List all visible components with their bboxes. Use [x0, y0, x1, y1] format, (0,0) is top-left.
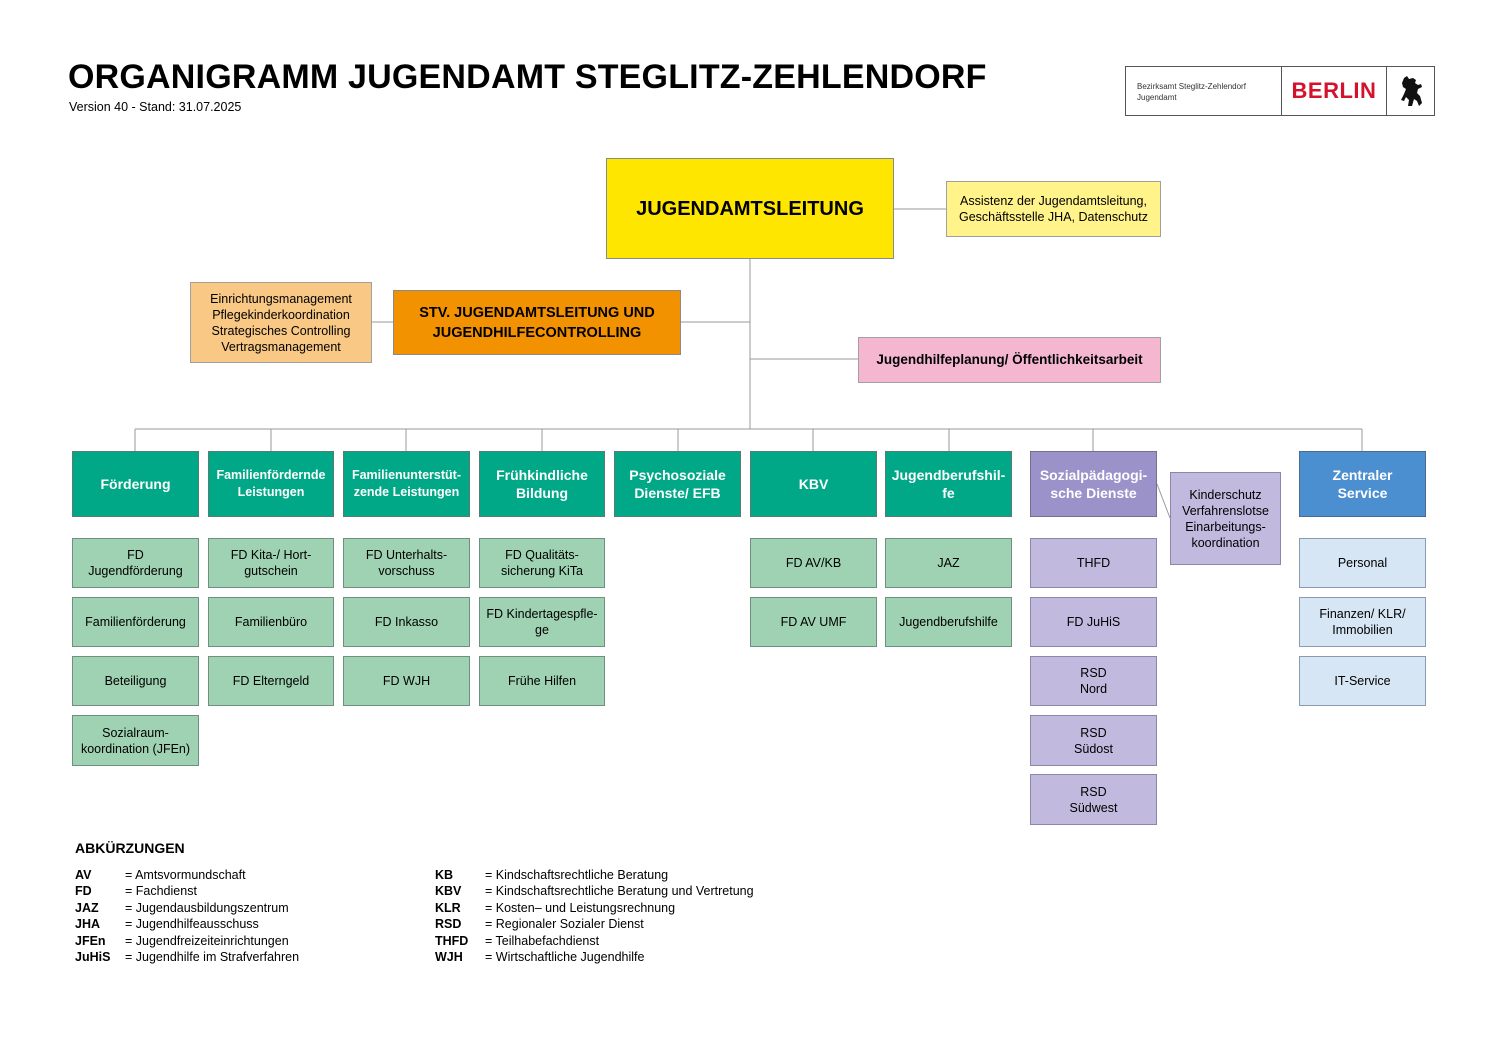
dept-psychosoziale-line1: Psychosoziale [629, 467, 726, 483]
abbreviation-value: = Jugendhilfe im Strafverfahren [125, 950, 300, 965]
abbreviation-value: = Teilhabefachdienst [485, 933, 600, 948]
dept-zentraler-service-line1: Zentraler [1332, 467, 1393, 483]
kinderschutz-line3: Einarbeitungs- [1185, 519, 1266, 534]
dept-zentraler-service [1299, 451, 1426, 517]
unit-line1: Familienbüro [234, 615, 308, 629]
dept-foerderung [72, 451, 199, 517]
abbreviation-key: WJH [435, 950, 463, 965]
unit-thfd [1030, 538, 1157, 588]
unit-line1: RSD [1080, 784, 1107, 799]
unit-line1: FD Elterngeld [232, 674, 310, 688]
dept-jugendberufshilfe-line1: Jugendberufshil- [891, 467, 1006, 483]
unit-line1: IT-Service [1334, 674, 1391, 688]
dept-familienfoerdernde-leistungen [208, 451, 334, 517]
dept-jugendberufshilfe [885, 451, 1012, 517]
dept-sozialpaedagogische-line2: sche Dienste [1050, 485, 1137, 501]
unit-line1: FD WJH [382, 674, 431, 688]
jugendamtsleitung-label: JUGENDAMTSLEITUNG [636, 197, 864, 220]
unit-line2: sicherung KiTa [501, 564, 583, 578]
unit-fd-wjh [343, 656, 470, 706]
dept-kbv [750, 451, 877, 517]
abbreviation-row [435, 933, 754, 949]
abbreviation-key: RSD [435, 917, 462, 932]
einrichtungsmanagement-box [190, 282, 372, 363]
unit-line1: FD Qualitäts- [505, 548, 579, 562]
abbreviation-key: JAZ [75, 900, 99, 915]
unit-line2: Jugendförderung [88, 564, 183, 578]
abbreviations-title: ABKÜRZUNGEN [75, 840, 185, 856]
jugendamtsleitung-box [606, 158, 894, 259]
assistenz-line2: Geschäftsstelle JHA, Datenschutz [959, 210, 1148, 224]
unit-fd-kita-hortgutschein [208, 538, 334, 588]
unit-line1: FD AV UMF [780, 615, 847, 629]
unit-fd-av-kb [750, 538, 877, 588]
page-title: ORGANIGRAMM JUGENDAMT STEGLITZ-ZEHLENDORF [68, 58, 987, 96]
assistenz-box [946, 181, 1161, 237]
abbreviation-row [75, 867, 299, 883]
unit-line2: gutschein [244, 564, 298, 578]
abbreviation-row [75, 949, 299, 965]
logo-berlin-text: BERLIN [1282, 67, 1387, 115]
unit-familienbuero [208, 597, 334, 647]
unit-fd-jugendfoerderung [72, 538, 199, 588]
einrichtung-line3: Strategisches Controlling [211, 323, 351, 338]
unit-line2: Nord [1079, 682, 1108, 696]
abbreviations-left-column [75, 867, 299, 965]
abbreviation-row [435, 867, 754, 883]
stv-line1: STV. JUGENDAMTSLEITUNG UND [419, 304, 655, 321]
dept-sozialpaedagogische-dienste [1030, 451, 1157, 517]
connector-kinderschutz [1157, 484, 1170, 518]
abbreviation-key: JHA [75, 917, 101, 932]
unit-fd-inkasso [343, 597, 470, 647]
dept-kbv-line1: KBV [798, 476, 829, 492]
unit-line2: vorschuss [378, 564, 435, 578]
kinderschutz-box [1170, 472, 1281, 565]
dept-fruehkindliche-bildung [479, 451, 605, 517]
unit-fd-juhis [1030, 597, 1157, 647]
unit-jugendberufshilfe [885, 597, 1012, 647]
abbreviation-value: = Amtsvormundschaft [125, 868, 246, 882]
dept-sozialpaedagogische-line1: Sozialpädagogi- [1039, 467, 1148, 483]
abbreviation-value: = Regionaler Sozialer Dienst [485, 917, 644, 932]
dept-familienunterstuetzende-leistungen [343, 451, 470, 517]
einrichtung-line1: Einrichtungsmanagement [210, 291, 352, 306]
unit-line2: koordination (JFEn) [80, 741, 191, 756]
unit-rsd-suedost [1030, 715, 1157, 766]
unit-line1: Frühe Hilfen [507, 674, 577, 688]
abbreviation-value: = Kosten– und Leistungsrechnung [485, 900, 676, 915]
abbreviation-key: KBV [435, 884, 462, 899]
logo-office-line2: Jugendamt [1137, 93, 1177, 102]
abbreviation-key: THFD [435, 933, 469, 948]
unit-line1: Finanzen/ KLR/ [1319, 607, 1406, 621]
abbreviation-row [75, 883, 299, 899]
unit-line1: JAZ [937, 556, 960, 570]
abbreviation-row [75, 933, 299, 949]
unit-line1: Beteiligung [104, 674, 167, 688]
unit-rsd-suedwest [1030, 774, 1157, 825]
unit-personal [1299, 538, 1426, 588]
stv-leitung-box [393, 290, 681, 355]
assistenz-line1: Assistenz der Jugendamtsleitung, [960, 194, 1147, 208]
einrichtung-line2: Pflegekinderkoordination [212, 307, 350, 322]
abbreviation-row [435, 883, 754, 899]
logo-office-line1: Bezirksamt Steglitz-Zehlendorf [1137, 82, 1246, 91]
jugendhilfeplanung-label: Jugendhilfeplanung/ Öffentlichkeitsarbeit [876, 352, 1143, 367]
unit-line1: Sozialraum- [102, 725, 169, 740]
unit-line1: FD AV/KB [785, 556, 842, 570]
unit-finanzen-klr-immobilien [1299, 597, 1426, 647]
unit-line1: FD Inkasso [374, 615, 439, 629]
kinderschutz-line2: Verfahrenslotse [1182, 503, 1269, 518]
abbreviation-row [435, 916, 754, 932]
unit-fruehe-hilfen [479, 656, 605, 706]
unit-jaz [885, 538, 1012, 588]
abbreviation-key: FD [75, 884, 92, 899]
unit-it-service [1299, 656, 1426, 706]
unit-line1: Familienförderung [85, 615, 186, 629]
dept-zentraler-service-line2: Service [1337, 485, 1388, 501]
dept-jugendberufshilfe-line2: fe [942, 485, 955, 501]
abbreviation-value: = Kindschaftsrechtliche Beratung [485, 868, 669, 882]
einrichtung-line4: Vertragsmanagement [221, 339, 341, 354]
dept-familienfoerdernde-line1: Familienfördernde [216, 468, 326, 482]
unit-rsd-nord [1030, 656, 1157, 706]
dept-familienunterstuetzende-line2: zende Leistungen [353, 485, 460, 499]
unit-sozialraumkoordination [72, 715, 199, 766]
abbreviations-section [75, 840, 754, 965]
abbreviation-value: = Jugendhilfeausschuss [125, 917, 259, 932]
unit-line1: Personal [1337, 556, 1388, 570]
dept-familienfoerdernde-line2: Leistungen [237, 485, 305, 499]
abbreviation-row [75, 916, 299, 932]
version-stamp: Version 40 - Stand: 31.07.2025 [69, 100, 242, 114]
abbreviation-key: JuHiS [75, 950, 111, 965]
dept-psychosoziale-dienste [614, 451, 741, 517]
unit-line2: Südwest [1069, 800, 1118, 815]
abbreviation-value: = Wirtschaftliche Jugendhilfe [485, 950, 645, 965]
abbreviation-value: = Jugendausbildungszentrum [125, 900, 289, 915]
dept-psychosoziale-line2: Dienste/ EFB [634, 485, 721, 501]
abbreviation-key: KLR [435, 900, 461, 915]
unit-fd-kindertagespflege [479, 597, 605, 647]
jugendhilfeplanung-box [858, 337, 1161, 383]
abbreviation-value: = Fachdienst [125, 884, 197, 899]
unit-line1: RSD [1080, 666, 1107, 680]
unit-line2: ge [535, 623, 549, 637]
kinderschutz-line1: Kinderschutz [1189, 487, 1262, 502]
unit-line1: THFD [1076, 556, 1111, 570]
abbreviation-row [75, 900, 299, 916]
unit-fd-av-umf [750, 597, 877, 647]
unit-line2: Südost [1074, 741, 1113, 756]
unit-line1: FD Unterhalts- [365, 548, 448, 562]
unit-line1: FD Kita-/ Hort- [230, 548, 312, 562]
dept-fruehkindliche-line2: Bildung [515, 485, 569, 501]
unit-line1: FD JuHiS [1066, 615, 1121, 629]
dept-fruehkindliche-line1: Frühkindliche [496, 467, 588, 483]
unit-fd-unterhaltsvorschuss [343, 538, 470, 588]
abbreviation-key: KB [435, 868, 454, 882]
unit-fd-elterngeld [208, 656, 334, 706]
stv-line2: JUGENDHILFECONTROLLING [432, 324, 642, 341]
abbreviation-key: AV [75, 868, 92, 882]
abbreviation-value: = Kindschaftsrechtliche Beratung und Vertretung [485, 884, 754, 899]
unit-line1: FD Kindertagespfle- [486, 607, 598, 621]
unit-beteiligung [72, 656, 199, 706]
unit-line1: RSD [1080, 725, 1107, 740]
abbreviation-key: JFEn [75, 933, 106, 948]
abbreviation-value: = Jugendfreizeiteinrichtungen [125, 933, 289, 948]
unit-line2: Immobilien [1332, 623, 1393, 637]
kinderschutz-line4: koordination [1191, 535, 1260, 550]
abbreviation-row [435, 949, 754, 965]
unit-line1: FD [127, 548, 144, 562]
unit-familienfoerderung [72, 597, 199, 647]
dept-familienunterstuetzende-line1: Familienunterstüt- [351, 468, 462, 482]
unit-line1: Jugendberufshilfe [899, 615, 998, 629]
abbreviation-row [435, 900, 754, 916]
unit-fd-qualitaetssicherung-kita [479, 538, 605, 588]
abbreviations-right-column [435, 867, 754, 965]
dept-foerderung-line1: Förderung [100, 476, 171, 492]
